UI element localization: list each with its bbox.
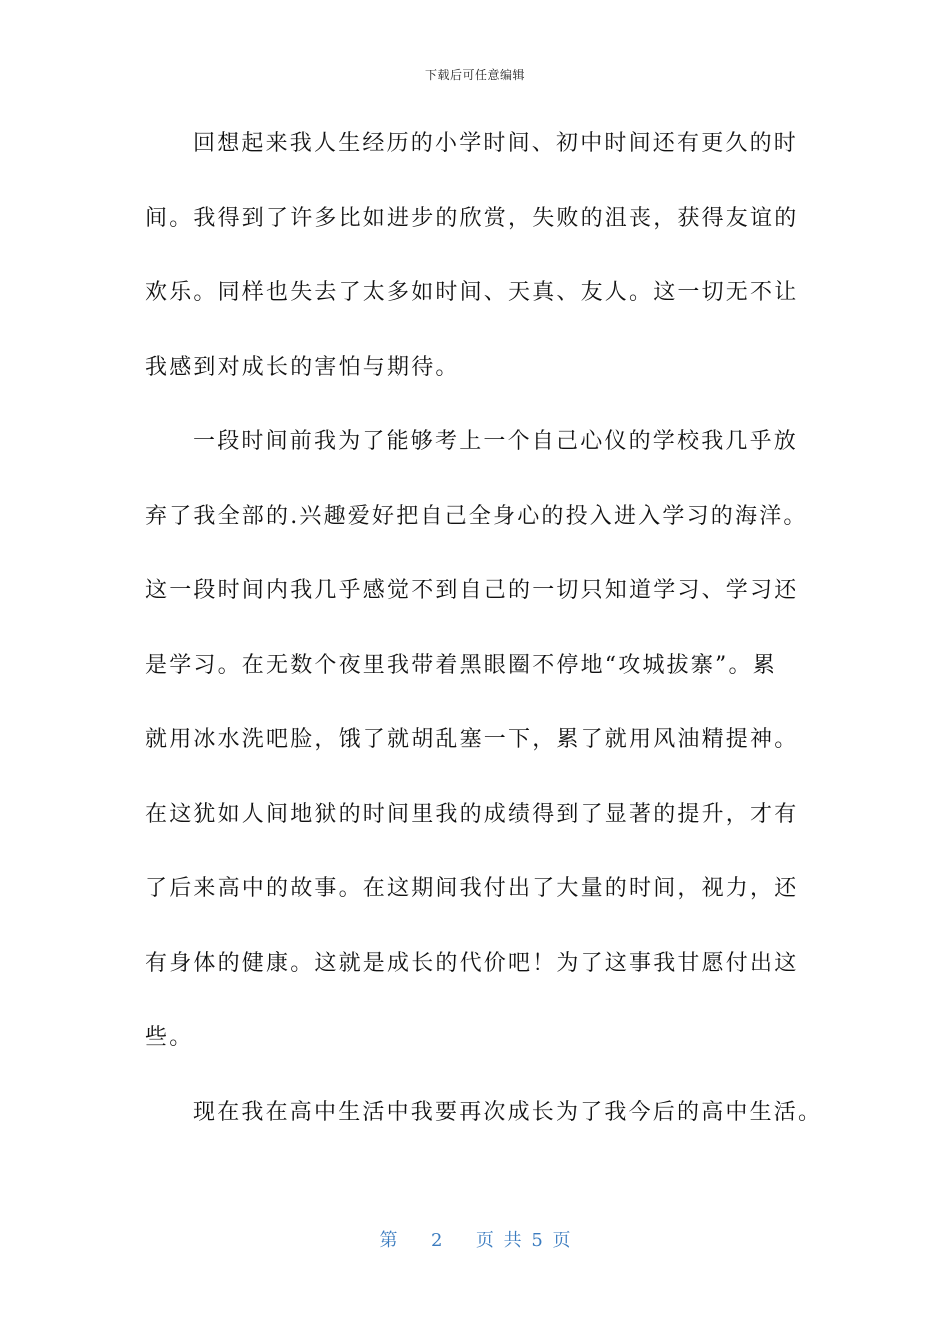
footer-prefix: 第 bbox=[379, 1230, 398, 1251]
paragraph-2-line-4: 是学习。在无数个夜里我带着黑眼圈不停地“攻城拔寨”。累 bbox=[145, 652, 777, 678]
paragraph-1-line-2: 间。我得到了许多比如进步的欣赏，失败的沮丧，获得友谊的 bbox=[145, 205, 799, 231]
paragraph-3-line-1: 现在我在高中生活中我要再次成长为了我今后的高中生活。 bbox=[193, 1099, 823, 1125]
paragraph-2-line-5: 就用冰水洗吧脸，饿了就胡乱塞一下，累了就用风油精提神。 bbox=[145, 727, 799, 752]
paragraph-1-line-4: 我感到对成长的害怕与期待。 bbox=[145, 354, 460, 380]
page-header: 下载后可任意编辑 bbox=[424, 68, 525, 82]
paragraph-2-line-8: 有身体的健康。这就是成长的代价吧！为了这事我甘愿付出这 bbox=[145, 950, 799, 976]
paragraph-2-line-6: 在这犹如人间地狱的时间里我的成绩得到了显著的提升，才有 bbox=[145, 801, 799, 827]
paragraph-2-line-7: 了后来高中的故事。在这期间我付出了大量的时间，视力，还 bbox=[145, 876, 799, 901]
footer-page-number: 2 bbox=[430, 1230, 443, 1251]
footer-total-pages: 5 bbox=[531, 1230, 543, 1251]
paragraph-1-line-1: 回想起来我人生经历的小学时间、初中时间还有更久的时 bbox=[193, 131, 799, 156]
footer-mid: 页 共 bbox=[475, 1230, 522, 1251]
page-footer bbox=[0, 1226, 950, 1252]
paragraph-2-line-3: 这一段时间内我几乎感觉不到自己的一切只知道学习、学习还 bbox=[145, 578, 799, 603]
paragraph-2-line-9: 些。 bbox=[145, 1025, 194, 1050]
footer-suffix: 页 bbox=[552, 1230, 571, 1251]
document-body bbox=[145, 125, 823, 1168]
paragraph-2-line-2: 弃了我全部的.兴趣爱好把自己全身心的投入进入学习的海洋。 bbox=[145, 503, 808, 529]
paragraph-1-line-3: 欢乐。同样也失去了太多如时间、天真、友人。这一切无不让 bbox=[145, 280, 799, 305]
paragraph-2-line-1: 一段时间前我为了能够考上一个自己心仪的学校我几乎放 bbox=[193, 429, 799, 454]
